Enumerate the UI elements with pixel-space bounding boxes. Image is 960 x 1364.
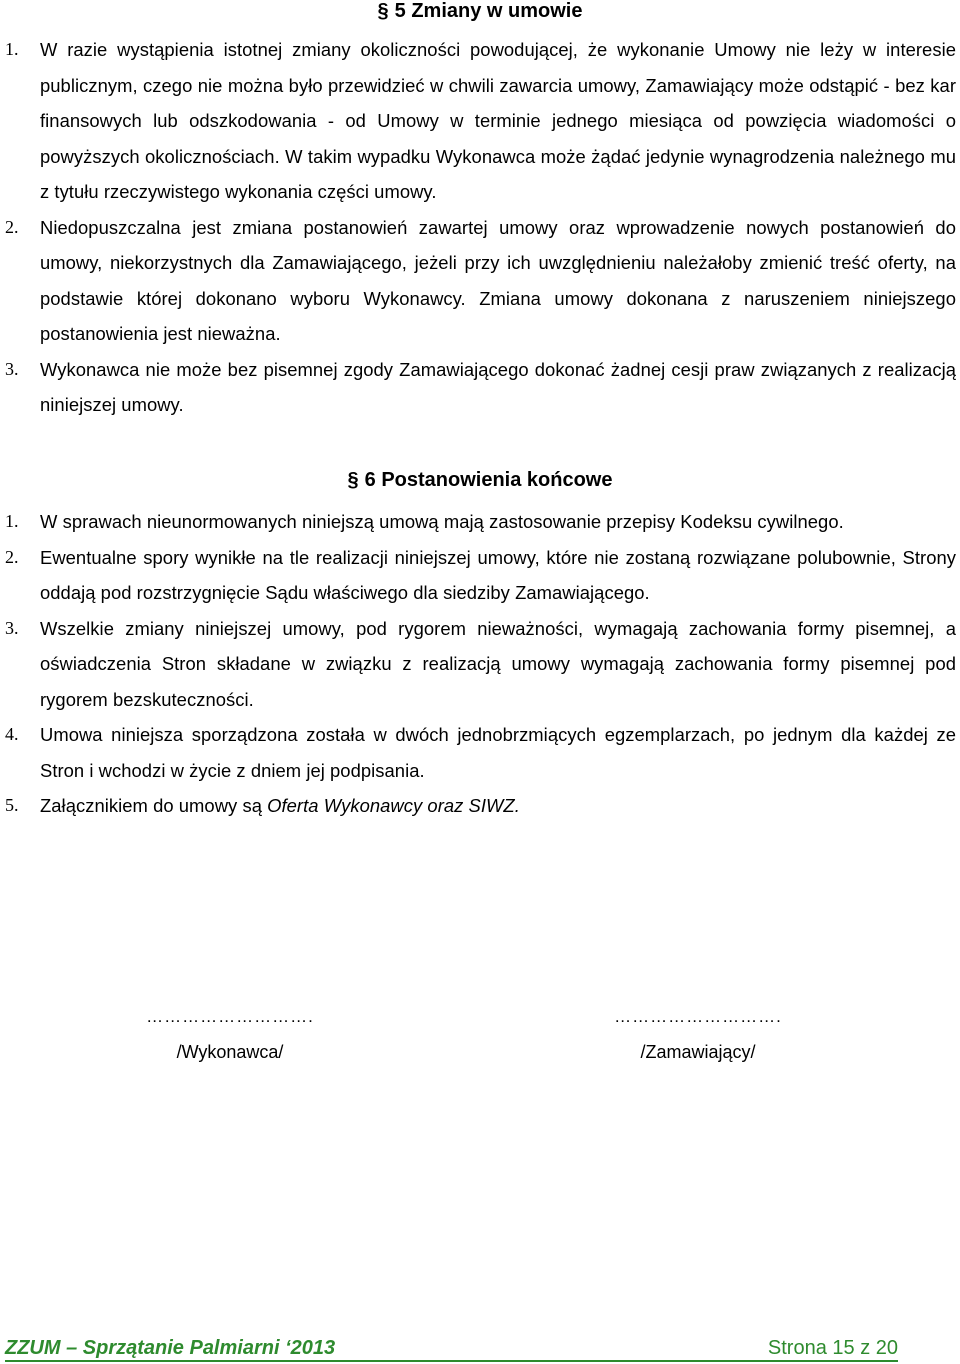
list-item: [0, 210, 960, 352]
item-text: Niedopuszczalna jest zmiana postanowień zawartej umowy oraz wprowadzenie nowych postanowień do umowy, niekorzystnych dla Zamawiającego, jeżeli przy ich uwzględnieniu należałoby zmienić treść oferty, na podstawie której dokonano wyboru Wykonawcy. Zmiana umowy dokonana z naruszeniem niniejszego postanowienia jest nieważna.: [40, 216, 956, 344]
footer-title: ZZUM – Sprzątanie Palmiarni ‘2013: [5, 1337, 336, 1359]
item-number: 1.: [5, 511, 19, 531]
item-number: 3.: [5, 617, 19, 638]
list-item: [0, 32, 960, 210]
item-text: W razie wystąpienia istotnej zmiany okoliczności powodującej, że wykonanie Umowy nie leży w interesie publicznym, czego nie można było przewidzieć w chwili zawarcia umowy, Zamawiający może odstąpić - bez kar finansowych lub odszkodowania - od Umowy w terminie jednego miesiąca od powzięcia wiadomości o powyższych okolicznościach. W takim wypadku Wykonawca może żądać jedynie wynagrodzenia należnego mu z tytułu rzeczywistego wykonania części umowy.: [40, 39, 956, 202]
item-text: W sprawach nieunormowanych niniejszą umową mają zastosowanie przepisy Kodeksu cywilnego.: [40, 511, 844, 532]
section-6-title: 6 Postanowienia końcowe: [364, 469, 613, 491]
item-number: 3.: [5, 358, 19, 379]
list-item: [0, 504, 960, 540]
list-item: [0, 717, 960, 788]
item-number: 5.: [5, 795, 19, 815]
item-text: Umowa niniejsza sporządzona została w dwóch jednobrzmiących egzemplarzach, po jednym dla każdej ze Stron i wchodzi w życie z dniem jej podpisania.: [40, 724, 956, 781]
section-mark: §: [347, 469, 359, 491]
item-text: Ewentualne spory wynikłe na tle realizacji niniejszej umowy, które nie zostaną rozwiązane polubownie, Strony oddają pod rozstrzygnięcie Sądu właściwego dla siedziby Zamawiającego.: [40, 546, 956, 603]
item-text-italic: Oferta Wykonawcy oraz SIWZ.: [267, 795, 520, 816]
footer-rule: [5, 1360, 898, 1362]
list-item: [0, 788, 960, 824]
item-text: Wszelkie zmiany niniejszej umowy, pod rygorem nieważności, wymagają zachowania formy pisemnej, a oświadczenia Stron składane w związku z realizacją umowy wymagają zachowania formy pisemnej pod rygorem bezskuteczności.: [40, 617, 956, 710]
section-mark: §: [377, 0, 389, 22]
signature-role: /Zamawiający/: [640, 1042, 756, 1062]
item-number: 2.: [5, 546, 19, 567]
page-footer: [5, 1334, 898, 1362]
list-item: [0, 352, 960, 423]
signature-line: ……………………….: [614, 1007, 782, 1026]
section-6-list: [0, 504, 960, 824]
section-5-title: 5 Zmiany w umowie: [394, 0, 583, 22]
item-text-plain: Załącznikiem do umowy są: [40, 795, 268, 816]
list-item: [0, 611, 960, 718]
signature-line: ……………………….: [146, 1007, 314, 1026]
page-number: Strona 15 z 20: [767, 1337, 898, 1359]
signature-role: /Wykonawca/: [176, 1042, 284, 1062]
item-text: Wykonawca nie może bez pisemnej zgody Zamawiającego dokonać żadnej cesji praw związanych z realizacją niniejszej umowy.: [40, 358, 956, 415]
section-6-heading: [0, 468, 960, 492]
item-number: 1.: [5, 39, 19, 59]
item-number: 2.: [5, 216, 19, 237]
item-number: 4.: [5, 724, 19, 744]
section-5-heading: [0, 0, 960, 23]
signature-client: [488, 1004, 908, 1064]
list-item: [0, 540, 960, 611]
signature-contractor: [20, 1004, 440, 1064]
item-text: [40, 788, 956, 824]
section-5-list: [0, 32, 960, 423]
